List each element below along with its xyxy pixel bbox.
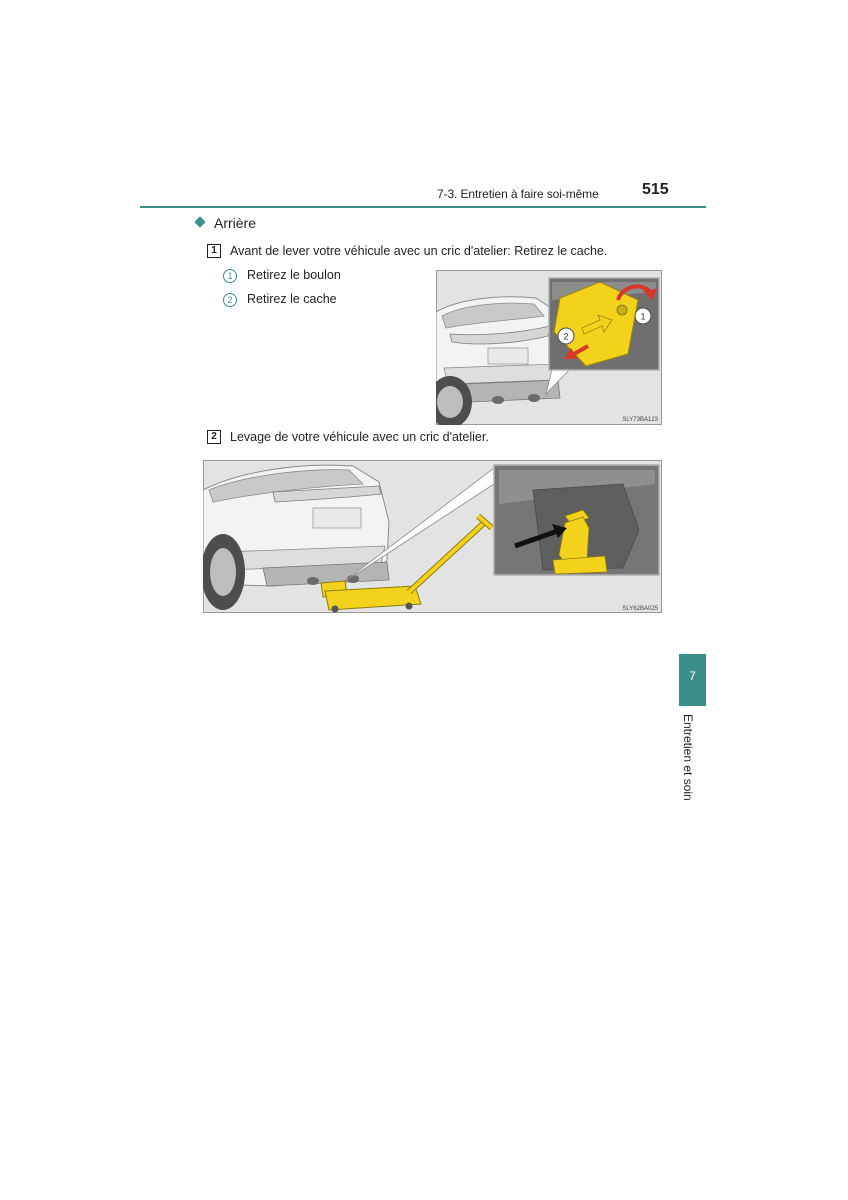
substep-text: Retirez le boulon [247,268,341,282]
header-rule [140,206,706,208]
page-number: 515 [642,181,669,198]
callout-number: 2 [563,331,569,342]
figure-remove-cover [436,270,662,425]
jack-wheel [406,603,413,610]
running-header-section: 7-3. Entretien à faire soi-même [437,187,599,201]
exhaust-pipe [307,577,319,585]
step-text: Levage de votre véhicule avec un cric d'atelier. [230,430,489,444]
cover-bolt [617,305,627,315]
substep-number-circle: 1 [223,269,237,283]
chapter-title: Entretien et soin [681,714,695,801]
chapter-tab [679,654,706,706]
callout-number: 1 [640,311,646,322]
section-title: Arrière [214,215,257,231]
figure-lift-vehicle [203,460,662,613]
figure-code: SLY62BA025 [622,606,658,612]
undercarriage [466,380,560,402]
step-number-box: 2 [207,430,221,444]
exhaust-pipe [492,396,504,404]
substep-text: Retirez le cache [247,292,337,306]
wheel-rim [210,548,236,596]
substep-number-circle: 2 [223,293,237,307]
chapter-number: 7 [689,669,696,683]
diamond-icon [194,216,205,227]
step-text: Avant de lever votre véhicule avec un cric d'atelier: Retirez le cache. [230,244,608,258]
jack-wheel [332,606,339,613]
license-plate-recess [313,508,361,528]
license-plate-recess [488,348,528,364]
exhaust-pipe [528,394,540,402]
figure-code: SLY73BA123 [622,417,658,423]
wheel-rim [437,386,463,418]
figure-lift-vehicle-illustration [203,460,662,613]
figure-remove-cover-illustration [436,270,662,425]
step-number-box: 1 [207,244,221,258]
